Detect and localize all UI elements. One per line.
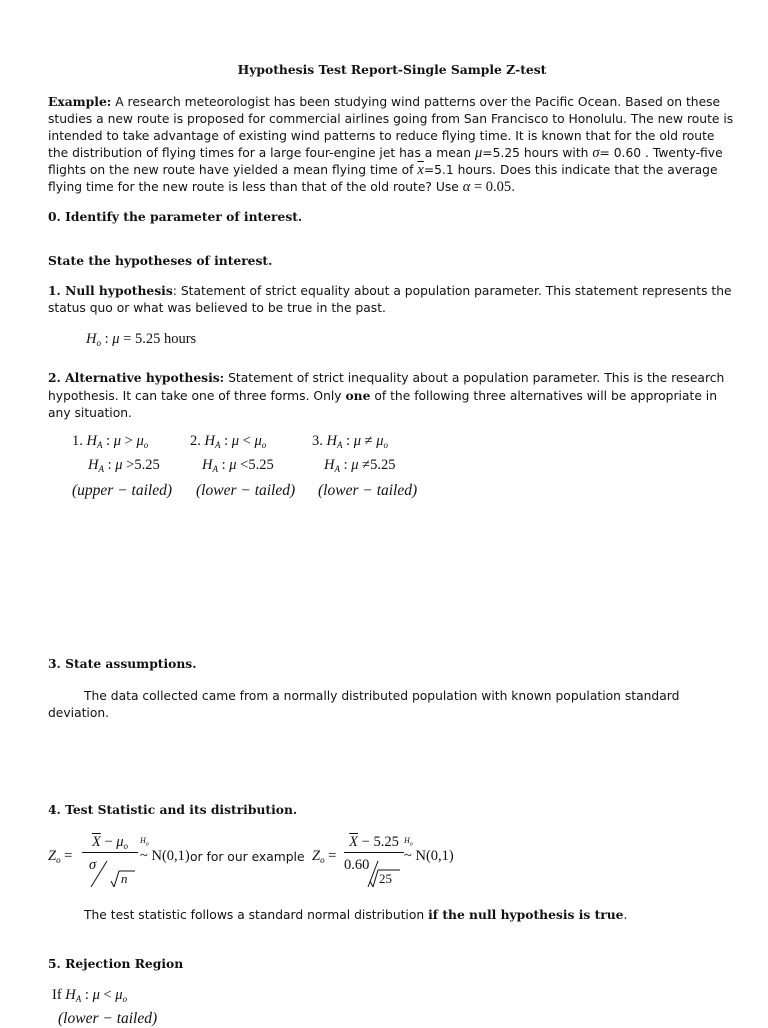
alternative-hypothesis-paragraph bbox=[48, 369, 738, 422]
null-hypothesis-paragraph bbox=[48, 282, 738, 317]
example-paragraph bbox=[48, 93, 738, 196]
alt-text-1: Statement of strict inequality about a population parameter. This is the research hypothesis. It can take one of three forms. Only bbox=[48, 371, 725, 403]
alt-option-2: 2. $H_A$ : $\mu < \mu_o$ bbox=[190, 433, 267, 450]
alpha-symbol: α bbox=[462, 179, 471, 195]
null-formula: $H_o$ : μ = 5.25 hours bbox=[86, 331, 197, 348]
note-text-2: . bbox=[623, 908, 628, 922]
sigma-symbol: σ bbox=[592, 145, 600, 161]
example-denominator bbox=[344, 857, 404, 889]
alt-val-1: 5.25 bbox=[134, 457, 160, 473]
alt-tail-3: (lower − tailed) bbox=[318, 482, 418, 499]
note-text-1: The test statistic follows a standard normal distribution bbox=[84, 908, 429, 922]
example-mu-value: =5.25 hours with bbox=[482, 146, 593, 160]
example-alpha-value: = 0.05 bbox=[470, 179, 512, 195]
alt-val-3: 5.25 bbox=[370, 457, 396, 473]
formula-middle-text: or for our example bbox=[190, 850, 305, 864]
example-xbar-value: =5.1 hours. Does this indicate that the average flying time for the new route is less than that of the old route? Use bbox=[48, 163, 718, 194]
alt-label: 2. Alternative hypothesis: bbox=[48, 370, 225, 385]
alt-tail-2: (lower − tailed) bbox=[196, 482, 296, 499]
alt-op-3: ≠ bbox=[362, 457, 371, 473]
example-text-2: Twenty-five flights on the new route have yielded a mean flying time of bbox=[48, 146, 723, 177]
section-4-note bbox=[84, 906, 768, 924]
section-3-heading: 3. State assumptions. bbox=[48, 656, 197, 671]
if-text: If bbox=[52, 987, 62, 1003]
example-text-1: A research meteorologist has been studying wind patterns over the Pacific Ocean. Based on these studies a new route is proposed for commercial airlines going from San Francisco to Honolulu. The new route is intended to take advantage of existing wind patterns to reduce flying time. It is known that for the old route the distribution of flying times for a large four-engine jet has a mean bbox=[48, 95, 734, 160]
alt-op-2: < bbox=[240, 457, 249, 473]
rejection-tail-text: lower − tailed bbox=[63, 1010, 152, 1027]
alt-option-2-num: 2. bbox=[190, 433, 201, 449]
alt-text-2: of the following three alternatives will be appropriate in any situation. bbox=[48, 389, 718, 420]
rejection-tail: (lower − tailed) bbox=[58, 1010, 158, 1027]
alt-value-3: $H_A$ : μ ≠5.25 bbox=[324, 457, 396, 474]
section-4-heading: 4. Test Statistic and its distribution. bbox=[48, 802, 298, 817]
state-hypotheses-heading: State the hypotheses of interest. bbox=[48, 253, 273, 268]
alt-one: one bbox=[345, 388, 371, 403]
section-3-text: The data collected came from a normally distributed population with known population standard deviation. bbox=[48, 689, 680, 720]
alt-value-2: $H_A$ : μ <5.25 bbox=[202, 457, 274, 474]
alt-option-3-num: 3. bbox=[312, 433, 323, 449]
distribution-example: N(0,1) bbox=[415, 848, 454, 864]
alt-tail-2-text: lower − tailed bbox=[201, 482, 290, 499]
section-5-heading: 5. Rejection Region bbox=[48, 956, 184, 971]
example-sigma: 0.60 bbox=[344, 857, 370, 873]
alt-tail-1-text: upper − tailed bbox=[77, 482, 167, 499]
sigma-over-root-n: σ n bbox=[89, 857, 128, 886]
alt-value-1: $H_A$ : μ >5.25 bbox=[88, 457, 160, 474]
rejection-condition: If $H_A$ : $\mu < \mu_o$ bbox=[52, 987, 128, 1004]
section-0-heading: 0. Identify the parameter of interest. bbox=[48, 209, 303, 224]
alt-val-2: 5.25 bbox=[248, 457, 274, 473]
null-formula-rhs: = 5.25 hours bbox=[119, 331, 197, 347]
xbar-symbol: $\overline{x}$ bbox=[417, 162, 424, 178]
alt-option-3: 3. $H_A$ : $\mu \ne \mu_o$ bbox=[312, 433, 389, 450]
document-title: Hypothesis Test Report-Single Sample Z-test bbox=[237, 62, 547, 77]
example-n: 25 bbox=[379, 871, 392, 886]
distribution-general: N(0,1) bbox=[151, 848, 190, 864]
alt-tail-3-text: lower − tailed bbox=[323, 482, 412, 499]
null-text: : Statement of strict equality about a population parameter. This statement represents the status quo or what was believed to be true in the past. bbox=[48, 284, 732, 315]
note-bold: if the null hypothesis is true bbox=[428, 907, 624, 922]
alt-option-1: 1. $H_A$ : $\mu > \mu_o$ bbox=[72, 433, 149, 450]
null-label: 1. Null hypothesis bbox=[48, 283, 173, 298]
alt-tail-1: (upper − tailed) bbox=[72, 482, 173, 499]
example-sigma-value: = 0.60 . bbox=[599, 146, 649, 160]
alt-op-1: > bbox=[126, 457, 135, 473]
example-numerator: − 5.25 bbox=[361, 834, 399, 850]
example-end: . bbox=[511, 180, 516, 194]
alt-option-1-num: 1. bbox=[72, 433, 83, 449]
example-label: Example: bbox=[48, 94, 112, 109]
mu-symbol: μ bbox=[475, 145, 483, 161]
test-statistic-formula: $Z_o$ = $\overline{X} - \mu_o$ σ n $H_o$ ~ N(0,1) or for our example $Z_o$ = $\overline{X} - 5.25$ 0.60 25 $H_o$ ~ N(0,1) bbox=[48, 834, 568, 894]
